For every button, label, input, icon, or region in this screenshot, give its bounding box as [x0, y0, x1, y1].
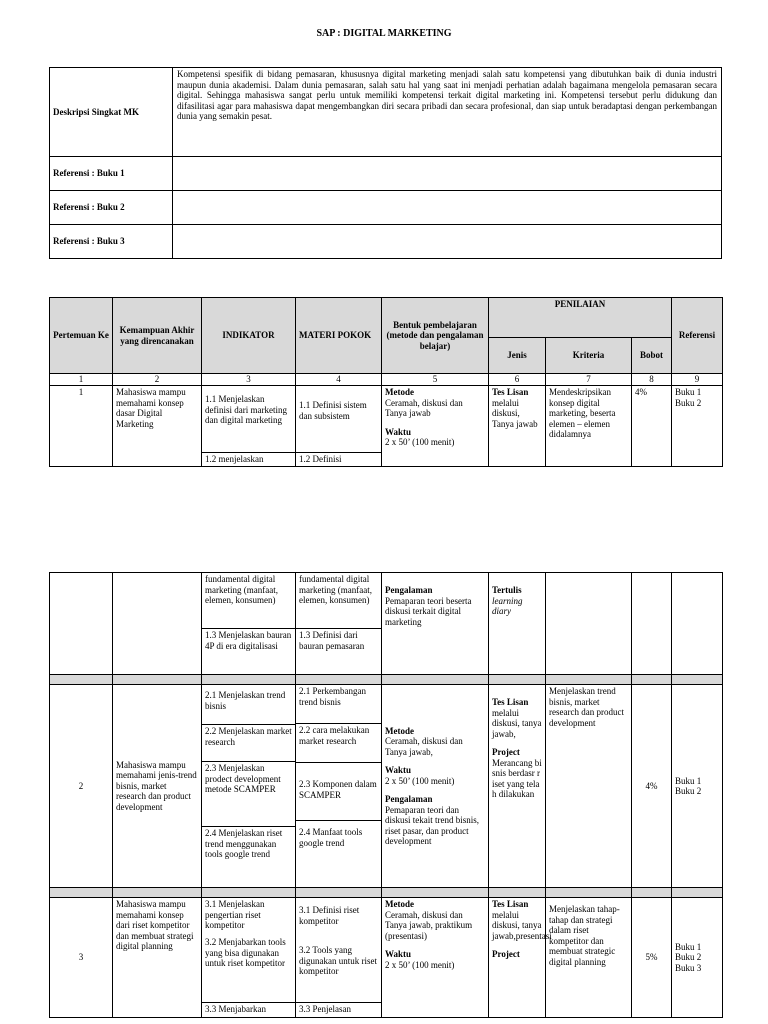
column-number: 5: [382, 374, 489, 386]
indicator-text: 3.1 Menjelaskan pengertian riset kompetitor: [205, 899, 265, 930]
indicator-text: 3.3 Menjabarkan: [202, 1002, 295, 1015]
header-indikator: INDIKATOR: [202, 298, 296, 374]
criteria-text: Menjelaskan trend bisnis, market research dan product development: [546, 685, 632, 888]
reference-1-label: Referensi : Buku 1: [50, 157, 173, 191]
time-text: 2 x 50’ (100 menit): [385, 775, 455, 786]
indicator-cell: [202, 685, 296, 888]
indicator-text: 2.2 Menjelaskan market research: [202, 724, 295, 760]
assessment-type-text: melalui diskusi, Tanya jawab: [492, 397, 538, 429]
project-label: Project: [492, 747, 520, 757]
meeting-number: [50, 573, 113, 675]
reference-1-value: [173, 157, 722, 191]
header-kriteria: Kriteria: [546, 338, 632, 374]
method-label: Metode: [385, 725, 414, 736]
indicator-cell: [202, 573, 296, 675]
material-text: 1.2 Definisi: [296, 452, 381, 465]
indicator-text: 3.2 Menjabarkan tools yang bisa digunakan untuk riset kompetitor: [205, 937, 286, 968]
reference-text: Buku 1 Buku 2 Buku 3: [672, 898, 723, 1018]
weight-text: 4%: [632, 386, 672, 467]
lesson-plan-table-continued: [49, 572, 723, 1018]
method-label: Metode: [385, 899, 414, 909]
column-number: 8: [632, 374, 672, 386]
assessment-type-cell: [489, 685, 546, 888]
time-text: 2 x 50’ (100 menit): [385, 437, 455, 447]
assessment-type-label: Tes Lisan: [492, 697, 529, 707]
weight-text: 4%: [632, 685, 672, 888]
header-materi: MATERI POKOK: [296, 298, 382, 374]
header-jenis: Jenis: [489, 338, 546, 374]
column-number: 4: [296, 374, 382, 386]
assessment-type-cell: [489, 386, 546, 467]
criteria-text: Mendeskripsikan konsep digital marketing, beserta elemen – elemen didalamnya: [546, 386, 632, 467]
reference-3-value: [173, 225, 722, 259]
description-text: Kompetensi spesifik di bidang pemasaran, khususnya digital marketing menjadi salah satu kompetensi yang dibutuhkan baik di dunia industri maupun dunia akademisi. Dalam dunia pemasaran, salah satu hal yang saat ini menjadi perhatian adalah bagaimana mengelola pemasaran secara digital. Sehingga mahasiswa sangat perlu untuk memiliki kompetensi terkait digital marketing ini. Kompetensi tersebut perlu didukung dan difasilitasi agar para mahasiswa dapat mengembangkan diri secara pribadi dan secara profesional, dan siap untuk beradaptasi dengan perkembangan dunia yang semakin pesat.: [173, 68, 722, 157]
reference-3-label: Referensi : Buku 3: [50, 225, 173, 259]
description-label: Deskripsi Singkat MK: [50, 68, 173, 157]
column-number: 6: [489, 374, 546, 386]
table-row: [50, 573, 723, 675]
page-title: SAP : DIGITAL MARKETING: [316, 28, 452, 39]
indicator-text: 2.1 Menjelaskan trend bisnis: [205, 690, 286, 711]
project-label: Project: [492, 949, 520, 959]
material-text: 3.3 Penjelasan: [296, 1002, 381, 1015]
header-bobot: Bobot: [632, 338, 672, 374]
experience-cell: [382, 573, 489, 675]
reference-2-value: [173, 191, 722, 225]
reference-text: [672, 573, 723, 675]
assessment-type-text: melalui diskusi, tanya jawab,: [492, 707, 542, 739]
capability-text: Mahasiswa mampu memahami konsep dari riset kompetitor dan membuat strategi digital planning: [113, 898, 202, 1018]
capability-text: Mahasiswa mampu memahami jenis-trend bisnis, market research dan product development: [113, 685, 202, 888]
material-text: 1.1 Definisi sistem dan subsistem: [299, 400, 367, 421]
header-penilaian: PENILAIAN: [489, 298, 672, 338]
experience-text: Pemaparan teori beserta diskusi terkait digital marketing: [385, 595, 472, 627]
material-text: 3.1 Definisi riset kompetitor: [299, 905, 360, 926]
material-text: fundamental digital marketing (manfaat, elemen, konsumen): [299, 574, 372, 605]
material-cell: [296, 386, 382, 467]
assessment-type-label: Tertulis: [492, 585, 522, 595]
method-cell: [382, 685, 489, 888]
indicator-text: 1.2 menjelaskan: [202, 452, 295, 465]
course-info-table: [49, 67, 722, 259]
material-text: 2.2 cara melakukan market research: [296, 723, 381, 761]
meeting-number: 2: [50, 685, 113, 888]
reference-2-label: Referensi : Buku 2: [50, 191, 173, 225]
experience-text: Pemaparan teori dan diskusi tekait trend bisnis, riset pasar, dan product development: [385, 804, 479, 846]
time-text: 2 x 50’ (100 menit): [385, 959, 455, 970]
time-label: Waktu: [385, 426, 412, 437]
capability-text: Mahasiswa mampu memahami konsep dasar Digital Marketing: [113, 386, 202, 467]
header-bentuk: Bentuk pembelajaran (metode dan pengalaman belajar): [382, 298, 489, 374]
method-cell: [382, 898, 489, 1018]
column-number-row: [50, 374, 723, 386]
criteria-text: Menjelaskan tahap-tahap dan strategi dalam riset kompetitor dan membuat strategic digital planning: [546, 898, 632, 1018]
material-cell: [296, 685, 382, 888]
indicator-cell: [202, 386, 296, 467]
weight-text: [632, 573, 672, 675]
project-text: Merancang bisnis berdasr riset yang telah dilakukan: [492, 757, 542, 799]
material-cell: [296, 898, 382, 1018]
indicator-cell: [202, 898, 296, 1018]
indicator-text: 2.4 Menjelaskan riset trend menggunakan tools google trend: [202, 826, 295, 860]
column-number: 7: [546, 374, 632, 386]
table-row: [50, 386, 723, 467]
method-label: Metode: [385, 387, 414, 397]
lesson-plan-table: [49, 297, 723, 467]
reference-text: Buku 1 Buku 2: [672, 386, 723, 467]
indicator-text: 2.3 Menjelaskan prodect development metode SCAMPER: [202, 761, 295, 825]
material-text: 2.4 Manfaat tools google trend: [296, 820, 381, 848]
criteria-text: [546, 573, 632, 675]
material-text: 2.3 Komponen dalam SCAMPER: [296, 762, 381, 819]
assessment-type-label: Tes Lisan: [492, 899, 529, 909]
separator-row: [50, 675, 723, 685]
method-text: Ceramah, diskusi dan Tanya jawab: [385, 397, 463, 418]
separator-row: [50, 888, 723, 898]
assessment-type-label: Tes Lisan: [492, 387, 529, 397]
indicator-text: 1.3 Menjelaskan bauran 4P di era digitalisasi: [202, 628, 295, 651]
material-cell: [296, 573, 382, 675]
capability-text: [113, 573, 202, 675]
table-row: [50, 685, 723, 888]
experience-label: Pengalaman: [385, 794, 433, 804]
method-text: Ceramah, diskusi dan Tanya jawab, praktikum (presentasi): [385, 909, 473, 941]
material-text: 2.1 Perkembangan trend bisnis: [299, 686, 366, 707]
indicator-text: fundamental digital marketing (manfaat, elemen, konsumen): [205, 574, 278, 605]
header-pertemuan: Pertemuan Ke: [50, 298, 113, 374]
meeting-number: 3: [50, 898, 113, 1018]
column-number: 9: [672, 374, 723, 386]
meeting-number: 1: [50, 386, 113, 467]
method-text: Ceramah, diskusi dan Tanya jawab,: [385, 736, 463, 757]
weight-text: 5%: [632, 898, 672, 1018]
time-label: Waktu: [385, 765, 412, 775]
header-referensi: Referensi: [672, 298, 723, 374]
reference-text: Buku 1 Buku 2: [672, 685, 723, 888]
assessment-type-text: learning diary: [492, 595, 523, 616]
column-number: 1: [50, 374, 113, 386]
material-text: 1.3 Definisi dari bauran pemasaran: [296, 628, 381, 651]
experience-label: Pengalaman: [385, 585, 433, 595]
assessment-type-cell: [489, 898, 552, 1018]
header-kemampuan: Kemampuan Akhir yang direncanakan: [113, 298, 202, 374]
indicator-text: 1.1 Menjelaskan definisi dari marketing dan digital marketing: [205, 394, 287, 425]
time-label: Waktu: [385, 949, 412, 959]
assessment-type-cell: [489, 573, 546, 675]
table-row: [50, 898, 723, 1018]
method-cell: [382, 386, 489, 467]
column-number: 3: [202, 374, 296, 386]
column-number: 2: [113, 374, 202, 386]
material-text: 3.2 Tools yang digunakan untuk riset kompetitor: [299, 945, 377, 976]
assessment-type-text: melalui diskusi, tanya jawab,presentasi: [492, 909, 552, 941]
